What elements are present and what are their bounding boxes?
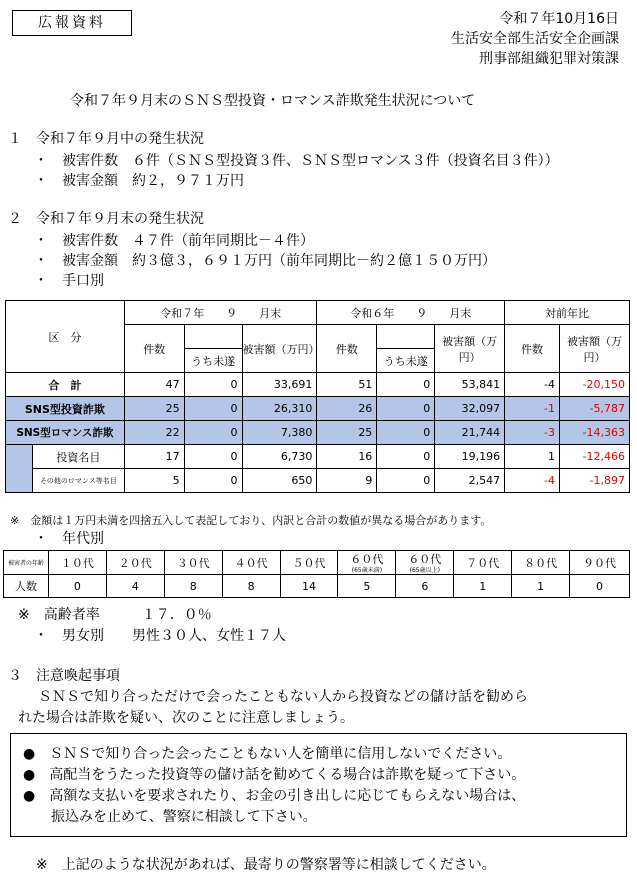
table-row-other-romance <box>6 469 630 493</box>
age-group: ８０代 <box>512 551 570 575</box>
cell: 19,196 <box>435 445 505 469</box>
cell: 26,310 <box>242 397 317 421</box>
cell: 16 <box>317 445 377 469</box>
age-count-row <box>4 575 630 598</box>
age-table <box>3 550 630 598</box>
cell: 1 <box>505 445 560 469</box>
section-2-bullet-3: ・ 手口別 <box>34 273 104 289</box>
age-group: ２０代 <box>106 551 164 575</box>
age-count: 0 <box>48 575 106 598</box>
age-count: 8 <box>164 575 222 598</box>
header-diff: 対前年比 <box>505 301 630 325</box>
cell: 25 <box>317 421 377 445</box>
row-label: 投資名目 <box>32 445 124 469</box>
count-label: 人数 <box>4 575 49 598</box>
age-group: ９０代 <box>570 551 630 575</box>
cell: 53,841 <box>435 373 505 397</box>
gender-breakdown: ・ 男女別 男性３０人、女性１７人 <box>34 628 286 644</box>
elderly-rate: ※ 高齢者率 １７．０％ <box>18 607 212 623</box>
cell: -1 <box>505 397 560 421</box>
age-header-row <box>4 551 630 575</box>
age-bullet: ・ 年代別 <box>34 531 104 547</box>
age-row-label: 被害者の年齢 <box>4 551 49 575</box>
age-sub: (65歳未満) <box>351 567 383 574</box>
header-diff-count: 件数 <box>505 325 560 373</box>
section-2-bullet-1: ・ 被害件数 ４７件（前年同期比－４件） <box>34 233 314 249</box>
age-group: ４０代 <box>222 551 280 575</box>
cell: 7,380 <box>242 421 317 445</box>
footer-note: ※ 上記のような状況があれば、最寄りの警察署等に相談してください。 <box>36 857 496 873</box>
notice-line-2: ● 高配当をうたった投資等の儲け話を勧めてくる場合は詐欺を疑って下さい。 <box>23 767 526 783</box>
cell: 22 <box>124 421 184 445</box>
cell: 26 <box>317 397 377 421</box>
section-3-text-1: ＳＮＳで知り合っただけで会ったこともない人から投資などの儲け話を勧めら <box>38 689 528 705</box>
age-count: 8 <box>222 575 280 598</box>
cell: -3 <box>505 421 560 445</box>
cell: -14,363 <box>560 421 630 445</box>
header-r7-count: 件数 <box>124 325 184 373</box>
header-r6-amount: 被害額（万円） <box>435 325 505 373</box>
cell: 21,744 <box>435 421 505 445</box>
cell: 0 <box>184 397 242 421</box>
age-count: 1 <box>512 575 570 598</box>
cell: 0 <box>184 373 242 397</box>
cell: 0 <box>184 445 242 469</box>
section-3-heading: ３ 注意喚起事項 <box>8 668 120 684</box>
cell: -12,466 <box>560 445 630 469</box>
header-r6: 令和６年 ９ 月末 <box>317 301 505 325</box>
cell: -5,787 <box>560 397 630 421</box>
cell: 0 <box>377 421 435 445</box>
cell: 33,691 <box>242 373 317 397</box>
row-label: SNS型ロマンス詐欺 <box>6 421 125 445</box>
cell: 51 <box>317 373 377 397</box>
row-label: SNS型投資詐欺 <box>6 397 125 421</box>
cell: 0 <box>377 469 435 493</box>
cell: 0 <box>184 421 242 445</box>
age-count: 6 <box>396 575 454 598</box>
table-row-total <box>6 373 630 397</box>
age-group: ６０代 (65歳未満) <box>338 551 396 575</box>
notice-box <box>10 733 627 837</box>
age-count: 4 <box>106 575 164 598</box>
section-3-text-2: れた場合は詐欺を疑い、次のことに注意しましょう。 <box>18 710 354 726</box>
department-1: 生活安全部生活安全企画課 <box>451 31 619 47</box>
cell: 2,547 <box>435 469 505 493</box>
cell: 0 <box>377 373 435 397</box>
cell: 47 <box>124 373 184 397</box>
table-row-investment-pretext <box>6 445 630 469</box>
notice-line-1: ● ＳＮＳで知り合った会ったこともない人を簡単に信用しないでください。 <box>23 746 512 762</box>
age-sub: (65歳以上) <box>409 567 440 574</box>
age-count: 5 <box>338 575 396 598</box>
header-r6-count: 件数 <box>317 325 377 373</box>
header-category: 区 分 <box>6 301 125 373</box>
document-title: 令和７年９月末のＳＮＳ型投資・ロマンス詐欺発生状況について <box>70 93 476 109</box>
age-group: １０代 <box>48 551 106 575</box>
age-group: ３０代 <box>164 551 222 575</box>
section-1-bullet-2: ・ 被害金額 約２，９７１万円 <box>34 173 244 189</box>
cell: 5 <box>124 469 184 493</box>
department-2: 刑事部組織犯罪対策課 <box>479 51 619 67</box>
cell: -20,150 <box>560 373 630 397</box>
cell: 6,730 <box>242 445 317 469</box>
cell: 32,097 <box>435 397 505 421</box>
row-label: 合 計 <box>6 373 125 397</box>
age-group: ６０代 (65歳以上) <box>396 551 454 575</box>
cell: 9 <box>317 469 377 493</box>
cell: 0 <box>377 397 435 421</box>
age-group: ５０代 <box>280 551 338 575</box>
table-note: ※ 金額は１万円未満を四捨五入して表記しており、内訳と合計の数値が異なる場合があります。 <box>10 514 492 527</box>
cell: 650 <box>242 469 317 493</box>
indent-marker <box>6 445 33 493</box>
section-1-bullet-1: ・ 被害件数 ６件（ＳＮＳ型投資３件、ＳＮＳ型ロマンス３件（投資名目３件）） <box>34 153 559 169</box>
cell: -4 <box>505 373 560 397</box>
notice-line-4: 振込みを止めて、警察に相談して下さい。 <box>51 809 317 825</box>
header-diff-amount: 被害額（万円） <box>560 325 630 373</box>
age-count: 14 <box>280 575 338 598</box>
section-2-bullet-2: ・ 被害金額 約３億３，６９１万円（前年同期比－約２億１５０万円） <box>34 253 496 269</box>
cell: 0 <box>377 445 435 469</box>
cell: -1,897 <box>560 469 630 493</box>
cell: 17 <box>124 445 184 469</box>
age-count: 1 <box>454 575 512 598</box>
header-r7-attempt: うち未遂 <box>184 349 242 373</box>
table-row-sns-romance <box>6 421 630 445</box>
row-label: その他のロマンス等名目 <box>32 469 124 493</box>
age-group: ７０代 <box>454 551 512 575</box>
table-row-sns-investment <box>6 397 630 421</box>
age-count: 0 <box>570 575 630 598</box>
cell: 25 <box>124 397 184 421</box>
release-date: 令和７年10月16日 <box>499 11 619 27</box>
header-r7: 令和７年 ９ 月末 <box>124 301 317 325</box>
cell: 0 <box>184 469 242 493</box>
section-1-heading: １ 令和７年９月中の発生状況 <box>8 131 204 147</box>
notice-line-3: ● 高額な支払いを要求されたり、お金の引き出しに応じてもらえない場合は、 <box>23 788 526 804</box>
header-r6-attempt: うち未遂 <box>377 349 435 373</box>
press-release-label: 広報資料 <box>12 10 132 36</box>
section-2-heading: ２ 令和７年９月末の発生状況 <box>8 211 204 227</box>
fraud-breakdown-table <box>5 300 630 493</box>
cell: -4 <box>505 469 560 493</box>
header-r7-amount: 被害額（万円） <box>242 325 317 373</box>
